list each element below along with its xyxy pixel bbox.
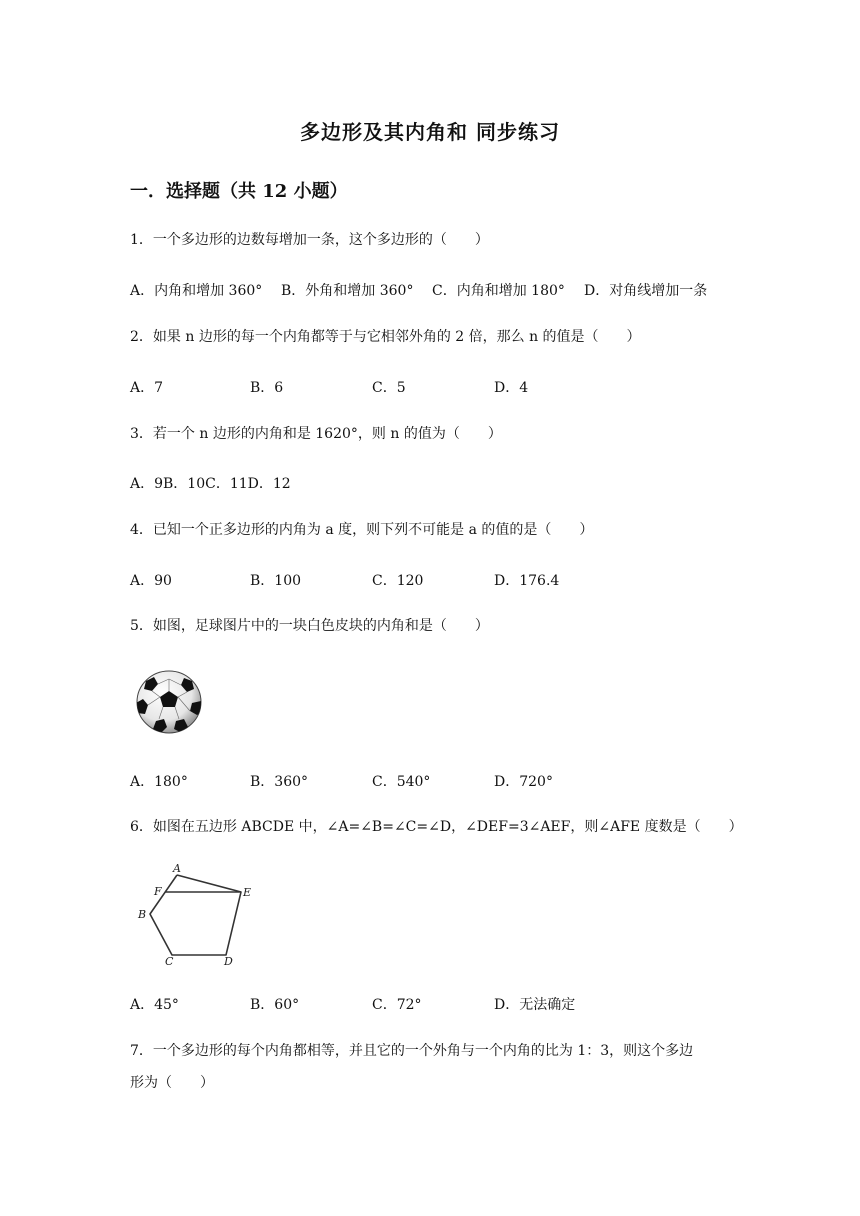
label-f: F [154,885,162,898]
question-5-stem: 5．如图，足球图片中的一块白色皮块的内角和是（ ） [130,618,489,634]
pentagon-figure [134,860,264,970]
question-7-stem-line-1: 7．一个多边形的每个内角都相等，并且它的一个外角与一个内角的比为 1：3，则这个多边 [130,1043,694,1059]
label-c: C [165,955,174,968]
question-7-stem-line-2: 形为（ ） [130,1075,214,1091]
option-a: A．内角和增加 360° [130,283,263,299]
soccer-ball-icon [134,669,204,735]
option-a: A．45° [130,997,179,1013]
label-d: D [224,955,233,968]
option-b: B．100 [250,573,302,589]
question-2-stem: 2．如果 n 边形的每一个内角都等于与它相邻外角的 2 倍，那么 n 的值是（ ） [130,329,641,345]
option-d: D．720° [494,774,553,790]
option-b: B．外角和增加 360° [281,283,414,299]
page-title: 多边形及其内角和 同步练习 [300,120,560,144]
section-heading: 一．选择题（共 12 小题） [130,181,348,202]
question-6-stem: 6．如图在五边形 ABCDE 中，∠A=∠B=∠C=∠D，∠DEF=3∠AEF，则∠AFE 度数是（ ） [130,819,743,835]
label-e: E [243,886,252,899]
label-b: B [138,908,147,921]
option-a: A．180° [130,774,188,790]
option-b: B．360° [250,774,309,790]
option-d: D．无法确定 [494,997,576,1013]
question-1-stem: 1．一个多边形的边数每增加一条，这个多边形的（ ） [130,232,489,248]
option-d: D．4 [494,380,529,396]
option-c: C．72° [372,997,422,1013]
option-c: C．120 [372,573,424,589]
option-b: B．6 [250,380,284,396]
option-d: D．176.4 [494,573,560,589]
question-3-stem: 3．若一个 n 边形的内角和是 1620°，则 n 的值为（ ） [130,426,502,442]
option-a: A．90 [130,573,172,589]
option-c: C．540° [372,774,431,790]
option-d: D．对角线增加一条 [584,283,708,299]
option-b: B．60° [250,997,300,1013]
option-c: C．5 [372,380,406,396]
options-line: A．9B．10C．11D．12 [130,476,291,492]
option-c: C．内角和增加 180° [432,283,565,299]
pentagon-diagram-icon [134,860,264,970]
question-4-stem: 4．已知一个正多边形的内角为 a 度，则下列不可能是 a 的值的是（ ） [130,522,594,538]
label-a: A [173,862,181,875]
soccer-ball-image [134,669,204,735]
option-a: A．7 [130,380,164,396]
